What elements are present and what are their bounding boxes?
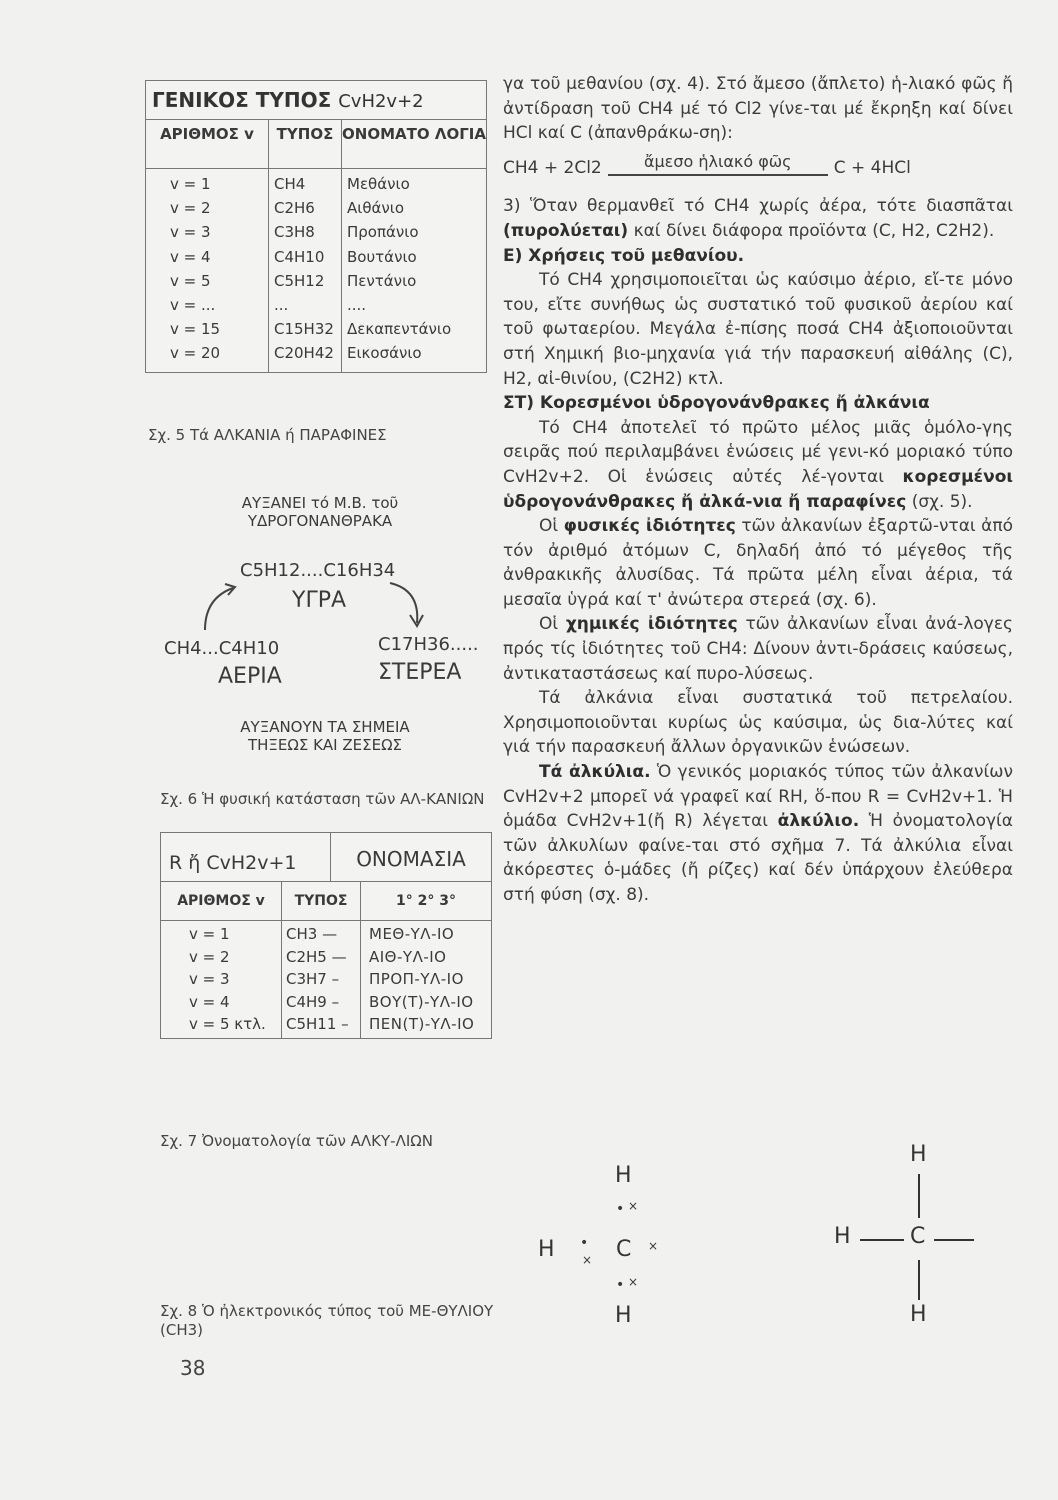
bond-line xyxy=(934,1239,974,1241)
table-cell: C5H11 – xyxy=(286,1015,349,1033)
figure-6-caption: Σχ. 6 Ἡ φυσική κατάσταση τῶν ΑΛ-ΚΑΝΙΩΝ xyxy=(160,790,485,808)
electron-cross-icon: × xyxy=(628,1199,639,1213)
arrow-label: ἄμεσο ἡλιακό φῶς xyxy=(643,151,792,171)
alkanes-table xyxy=(145,80,487,373)
electron-dot-icon: • xyxy=(616,1277,625,1293)
paragraph: Οἱ φυσικές ἰδιότητες τῶν ἀλκανίων ἐξαρτῶ-νται ἀπό τόν ἀριθμό ἀτόμων C, δηλαδή ἀπό τό μέγεθος τῆς ἀνθρακικῆς ἀλυσίδας. Τά πρῶτα μέλη εἶναι ἀέρια, τά μεσαῖα ὑγρά καί τ' ἀνώτερα στερεά (σχ. 6). xyxy=(503,516,1013,610)
solid-formula: C17H36..... xyxy=(378,634,479,655)
header-naming: ΟΝΟΜΑΤΟ ΛΟΓΙΑ xyxy=(342,125,486,143)
table-cell: Δεκαπεντάνιο xyxy=(347,320,452,339)
table-cell: v = 15 xyxy=(170,320,221,339)
equation-products: C + 4HCl xyxy=(833,157,911,178)
electronic-formula xyxy=(530,1155,660,1335)
table-cell: ΒΟΥ(Τ)-ΥΛ-ΙΟ xyxy=(369,992,474,1011)
type-column xyxy=(282,921,361,1038)
alkanes-table-title: ΓΕΝΙΚΟΣ ΤΥΠΟΣ CvH2v+2 xyxy=(146,81,486,120)
gas-label: ΑΕΡΙΑ xyxy=(218,664,282,689)
table-cell: .... xyxy=(347,295,367,314)
table-cell: CH4 xyxy=(274,175,306,193)
page-number: 38 xyxy=(180,1356,206,1380)
alkyl-table-header xyxy=(161,882,491,921)
alkyl-table-body xyxy=(161,921,491,1038)
table-cell: Προπάνιο xyxy=(347,223,419,242)
electron-dot-icon: • xyxy=(616,1201,625,1217)
alkanes-table-header xyxy=(146,120,486,169)
reaction-equation xyxy=(503,151,1013,181)
atom-h-bottom: H xyxy=(615,1303,632,1328)
section-heading: Ε) Χρήσεις τοῦ μεθανίου. xyxy=(503,245,745,266)
bond-line xyxy=(918,1174,920,1218)
atom-h-left: H xyxy=(538,1237,555,1262)
table-cell: C2H5 — xyxy=(286,947,347,966)
paragraph: γα τοῦ μεθανίου (σχ. 4). Στό ἄμεσο (ἄπλετο) ἡ-λιακό φῶς ἤ ἀντίδραση τοῦ CH4 μέ τό Cl2 γίνε-ται μέ ἔκρηξη καί δίνει HCl καί C (ἀπανθράκω-ση): xyxy=(503,74,1013,144)
table-cell: v = 4 xyxy=(189,992,230,1011)
liquid-label: ΥΓΡΑ xyxy=(292,588,347,613)
electron-dot-icon: • xyxy=(580,1235,589,1251)
table-cell: C3H8 xyxy=(274,223,315,242)
equation-reactants: CH4 + 2Cl2 xyxy=(503,157,602,178)
structural-formula xyxy=(830,1142,1000,1337)
table-cell: C3H7 – xyxy=(286,970,340,988)
liquid-formula: C5H12....C16H34 xyxy=(240,560,396,581)
table-cell: v = 5 κτλ. xyxy=(189,1015,266,1033)
header-number: ΑΡΙΘΜΟΣ v xyxy=(146,120,269,168)
table-cell: C4H9 – xyxy=(286,992,340,1011)
number-column xyxy=(146,169,269,372)
atom-h-top: H xyxy=(910,1142,927,1167)
diagram-top-text: ΑΥΞΑΝΕΙ τό Μ.Β. τοῦ ΥΔΡΟΓΟΝΑΝΘΡΑΚΑ xyxy=(241,494,399,530)
solid-label: ΣΤΕΡΕΑ xyxy=(378,660,462,685)
table-cell: C2H6 xyxy=(274,199,315,218)
table-cell: v = 5 xyxy=(170,271,211,290)
unpaired-electron-icon: × xyxy=(648,1239,659,1253)
bond-line xyxy=(918,1260,920,1300)
name-column xyxy=(361,921,491,1038)
gas-formula: CH4...C4H10 xyxy=(164,638,280,659)
table-cell: v = 1 xyxy=(189,925,230,943)
electron-cross-icon: × xyxy=(628,1275,639,1289)
atom-h-bottom: H xyxy=(910,1302,927,1327)
diagram-bottom-text: ΑΥΞΑΝΟΥΝ ΤΑ ΣΗΜΕΙΑ ΤΗΞΕΩΣ ΚΑΙ ΖΕΣΕΩΣ xyxy=(240,718,410,754)
table-cell: v = 3 xyxy=(170,223,211,242)
table-cell: ΑΙΘ-ΥΛ-ΙΟ xyxy=(369,947,447,966)
table-cell: v = ... xyxy=(170,295,216,314)
table-cell: v = 3 xyxy=(189,970,230,988)
bond-line xyxy=(860,1239,904,1241)
atom-h-top: H xyxy=(615,1163,632,1188)
paragraph: Οἱ χημικές ἰδιότητες τῶν ἀλκανίων εἶναι ἀνά-λογες πρός τίς ἰδιότητες τοῦ CH4: Δίνουν ἀντι-δράσεις καύσεως, ἀντικαταστάσεως καί πυρο-λύσεως. xyxy=(503,614,1014,684)
name-column xyxy=(342,169,486,372)
atom-c: C xyxy=(910,1224,926,1249)
table-cell: v = 2 xyxy=(170,199,211,218)
general-formula: CvH2v+2 xyxy=(338,91,424,112)
table-cell: Εικοσάνιο xyxy=(347,344,422,363)
table-cell: Αιθάνιο xyxy=(347,199,405,218)
arrow-line-icon xyxy=(608,174,828,176)
section-heading: ΣΤ) Κορεσμένοι ὑδρογονάνθρακες ἤ ἀλκάνια xyxy=(503,393,930,414)
alkyl-table-title xyxy=(161,833,491,882)
figure-8-caption: Σχ. 8 Ὁ ἠλεκτρονικός τύπος τοῦ ΜΕ-ΘΥΛΙΟΥ (CH3) xyxy=(160,1302,494,1339)
header-degree: 1° 2° 3° xyxy=(396,893,456,909)
paragraph: Τό CH4 χρησιμοποιεῖται ὡς καύσιμο ἀέριο, εἴ-τε μόνο του, εἴτε συνήθως ὡς συστατικό τοῦ φυσικοῦ ἀερίου καί τοῦ φωταερίου. Μεγάλα ἐ-πίσης ποσά CH4 ἀξιοποιοῦνται στή Χημική βιο-μηχανία γιά τήν παρασκευή αἰθάλης (C), H2, αἰ-θινίου, (C2H2) κτλ. xyxy=(503,270,1013,389)
table-cell: ΠΡΟΠ-ΥΛ-ΙΟ xyxy=(369,970,464,988)
number-column xyxy=(161,921,282,1038)
figure-5-caption: Σχ. 5 Τά ΑΛΚΑΝΙΑ ή ΠΑΡΑΦΙΝΕΣ xyxy=(148,426,387,444)
table-cell: v = 2 xyxy=(189,947,230,966)
table-cell: C5H12 xyxy=(274,271,325,290)
alkanes-table-body xyxy=(146,169,486,372)
table-cell: Πεντάνιο xyxy=(347,271,417,290)
alkyl-table xyxy=(160,832,492,1039)
table-cell: Μεθάνιο xyxy=(347,175,410,193)
table-cell: C20H42 xyxy=(274,344,334,363)
table-cell: v = 4 xyxy=(170,247,211,266)
atom-h-left: H xyxy=(834,1224,851,1249)
right-arrow-icon xyxy=(390,583,417,623)
table-cell: C4H10 xyxy=(274,247,325,266)
paragraph: 3) Ὅταν θερμανθεῖ τό CH4 χωρίς ἀέρα, τότε διασπᾶται (πυρολύεται) καί δίνει διάφορα προϊόντα (C, H2, C2H2). xyxy=(503,196,1013,241)
table-cell: ΠΕΝ(Τ)-ΥΛ-ΙΟ xyxy=(369,1015,475,1033)
table-cell: CH3 — xyxy=(286,925,338,943)
table-cell: C15H32 xyxy=(274,320,334,339)
atom-c: C xyxy=(616,1237,632,1262)
figure-7-caption: Σχ. 7 Ὀνοματολογία τῶν ΑΛΚΥ-ΛΙΩΝ xyxy=(160,1132,433,1150)
table-cell: ΜΕΘ-ΥΛ-ΙΟ xyxy=(369,925,455,943)
header-number: ΑΡΙΘΜΟΣ v xyxy=(161,882,282,920)
alkyl-formula: R ἤ CvH2v+1 xyxy=(161,833,331,881)
naming-title: ΟΝΟΜΑΣΙΑ xyxy=(356,847,466,871)
table-cell: v = 20 xyxy=(170,344,221,363)
electron-cross-icon: × xyxy=(582,1253,593,1267)
paragraph: Τό CH4 ἀποτελεῖ τό πρῶτο μέλος μιᾶς ὁμόλο-γης σειρᾶς πού περιλαμβάνει ἑνώσεις μέ γενι-κό μοριακό τύπο CvH2v+2. Οἱ ἑνώσεις αὐτές λέ-γονται κορεσμένοι ὑδρογονάνθρακες ἤ ἀλκά-νια ἤ παραφίνες (σχ. 5). xyxy=(503,417,1013,512)
table-cell: Βουτάνιο xyxy=(347,247,417,266)
header-type: ΤΥΠΟΣ xyxy=(282,882,361,920)
paragraph: Τά ἀλκύλια. Ὁ γενικός μοριακός τύπος τῶν ἀλκανίων CvH2v+2 μπορεῖ νά γραφεῖ καί RH, ὅ-που R = CvH2v+1. Ἡ ὁμάδα CvH2v+1(ἤ R) λέγεται ἀλκύλιο. Ἡ ὀνοματολογία τῶν ἀλκυλίων φαίνε-ται στό σχῆμα 7. Τά ἀλκύλια εἶναι ἀκόρεστες ὁ-μάδες (ἤ ρίζες) καί δέν ὑπάρχουν ἐλεύθερα στή φύση (σχ. 8). xyxy=(503,762,1014,905)
equation-arrow xyxy=(608,150,828,177)
main-text xyxy=(503,72,1013,908)
state-arrows xyxy=(195,568,465,638)
table-cell: v = 1 xyxy=(170,175,211,193)
type-column xyxy=(269,169,342,372)
header-type: ΤΥΠΟΣ xyxy=(269,120,342,168)
paragraph: Τά ἀλκάνια εἶναι συστατικά τοῦ πετρελαίου. Χρησιμοποιοῦνται κυρίως ὡς καύσιμα, ὡς δια-λύτες καί γιά τήν παρασκευή ἄλλων ὀργανικῶν ἑνώσεων. xyxy=(503,688,1013,758)
table-cell: ... xyxy=(274,295,289,314)
